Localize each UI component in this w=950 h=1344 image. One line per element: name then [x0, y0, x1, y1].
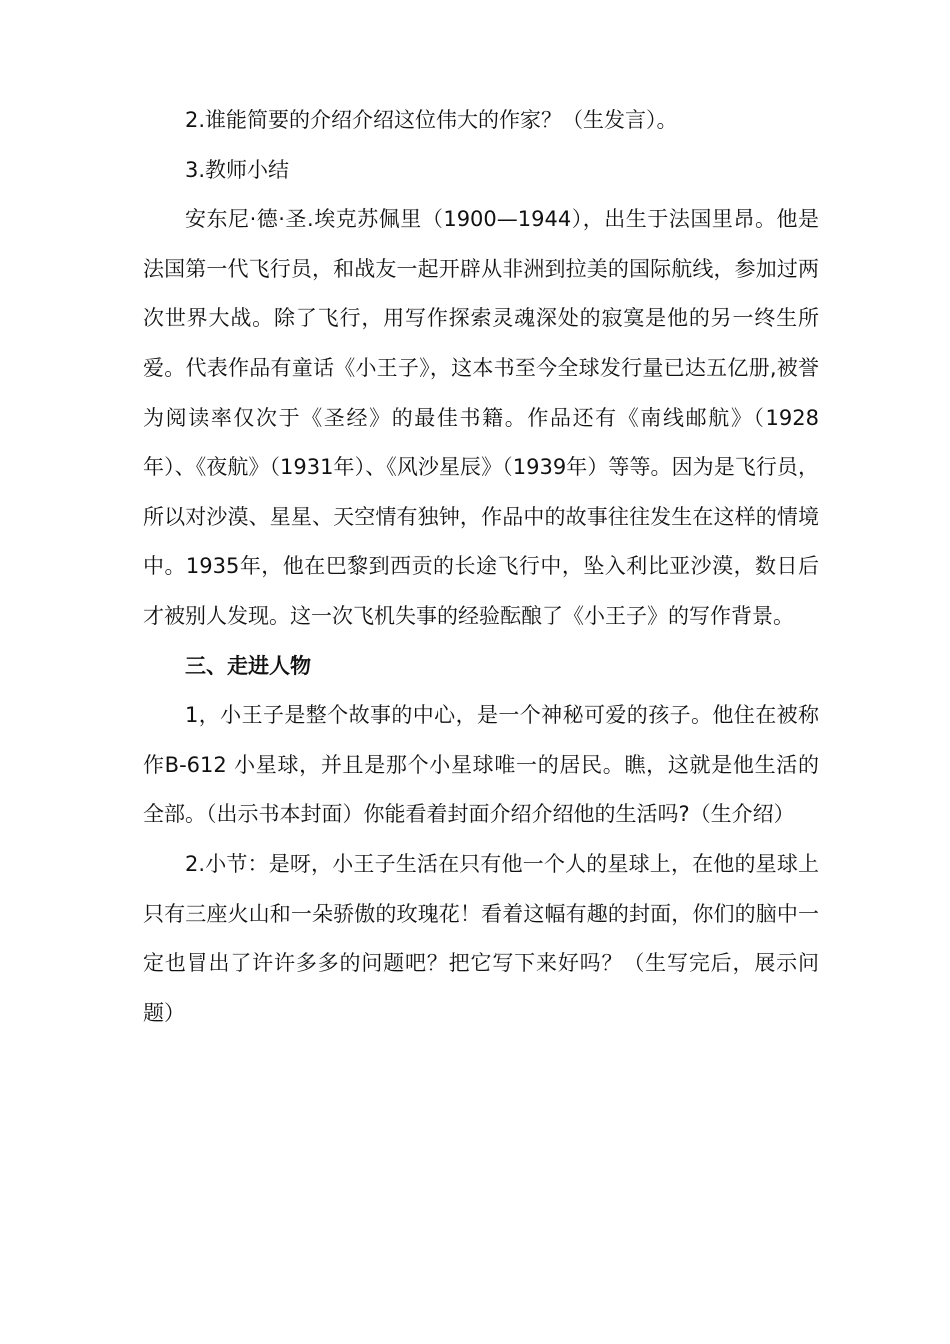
- paragraph-little-prince-intro: 1，小王子是整个故事的中心，是一个神秘可爱的孩子。他住在被称作B-612 小星球，并且是那个小星球唯一的居民。瞧，这就是他生活的全部。（出示书本封面）你能看着封面介绍介绍他的生活吗?（生介绍）: [143, 703, 819, 827]
- paragraph-author-biography: 安东尼·德·圣.埃克苏佩里（1900—1944），出生于法国里昂。他是法国第一代飞行员，和战友一起开辟从非洲到拉美的国际航线，参加过两次世界大战。除了飞行，用写作探索灵魂深处的寂寞是他的另一终生所爱。代表作品有童话《小王子》，这本书至今全球发行量已达五亿册,被誉为阅读率仅次于《圣经》的最佳书籍。作品还有《南线邮航》（1928年）、《夜航》（1931年）、《风沙星辰》（1939年）等等。因为是飞行员，所以对沙漠、星星、天空情有独钟，作品中的故事往往发生在这样的情境中。1935年，他在巴黎到西贡的长途飞行中，坠入利比亚沙漠，数日后才被别人发现。这一次飞机失事的经验酝酿了《小王子》的写作背景。: [143, 207, 819, 628]
- document-body: [143, 96, 819, 1038]
- paragraph-question-author: 2.谁能简要的介绍介绍这位伟大的作家？（生发言）。: [185, 108, 678, 132]
- section-heading-characters: 三、走进人物: [185, 653, 311, 678]
- paragraph-summary-questions: 2.小节：是呀，小王子生活在只有他一个人的星球上，在他的星球上只有三座火山和一朵骄傲的玫瑰花！看着这幅有趣的封面，你们的脑中一定也冒出了许许多多的问题吧？把它写下来好吗？（生写完后，展示问题）: [143, 851, 819, 1025]
- paragraph-teacher-summary-label: 3.教师小结: [185, 157, 290, 182]
